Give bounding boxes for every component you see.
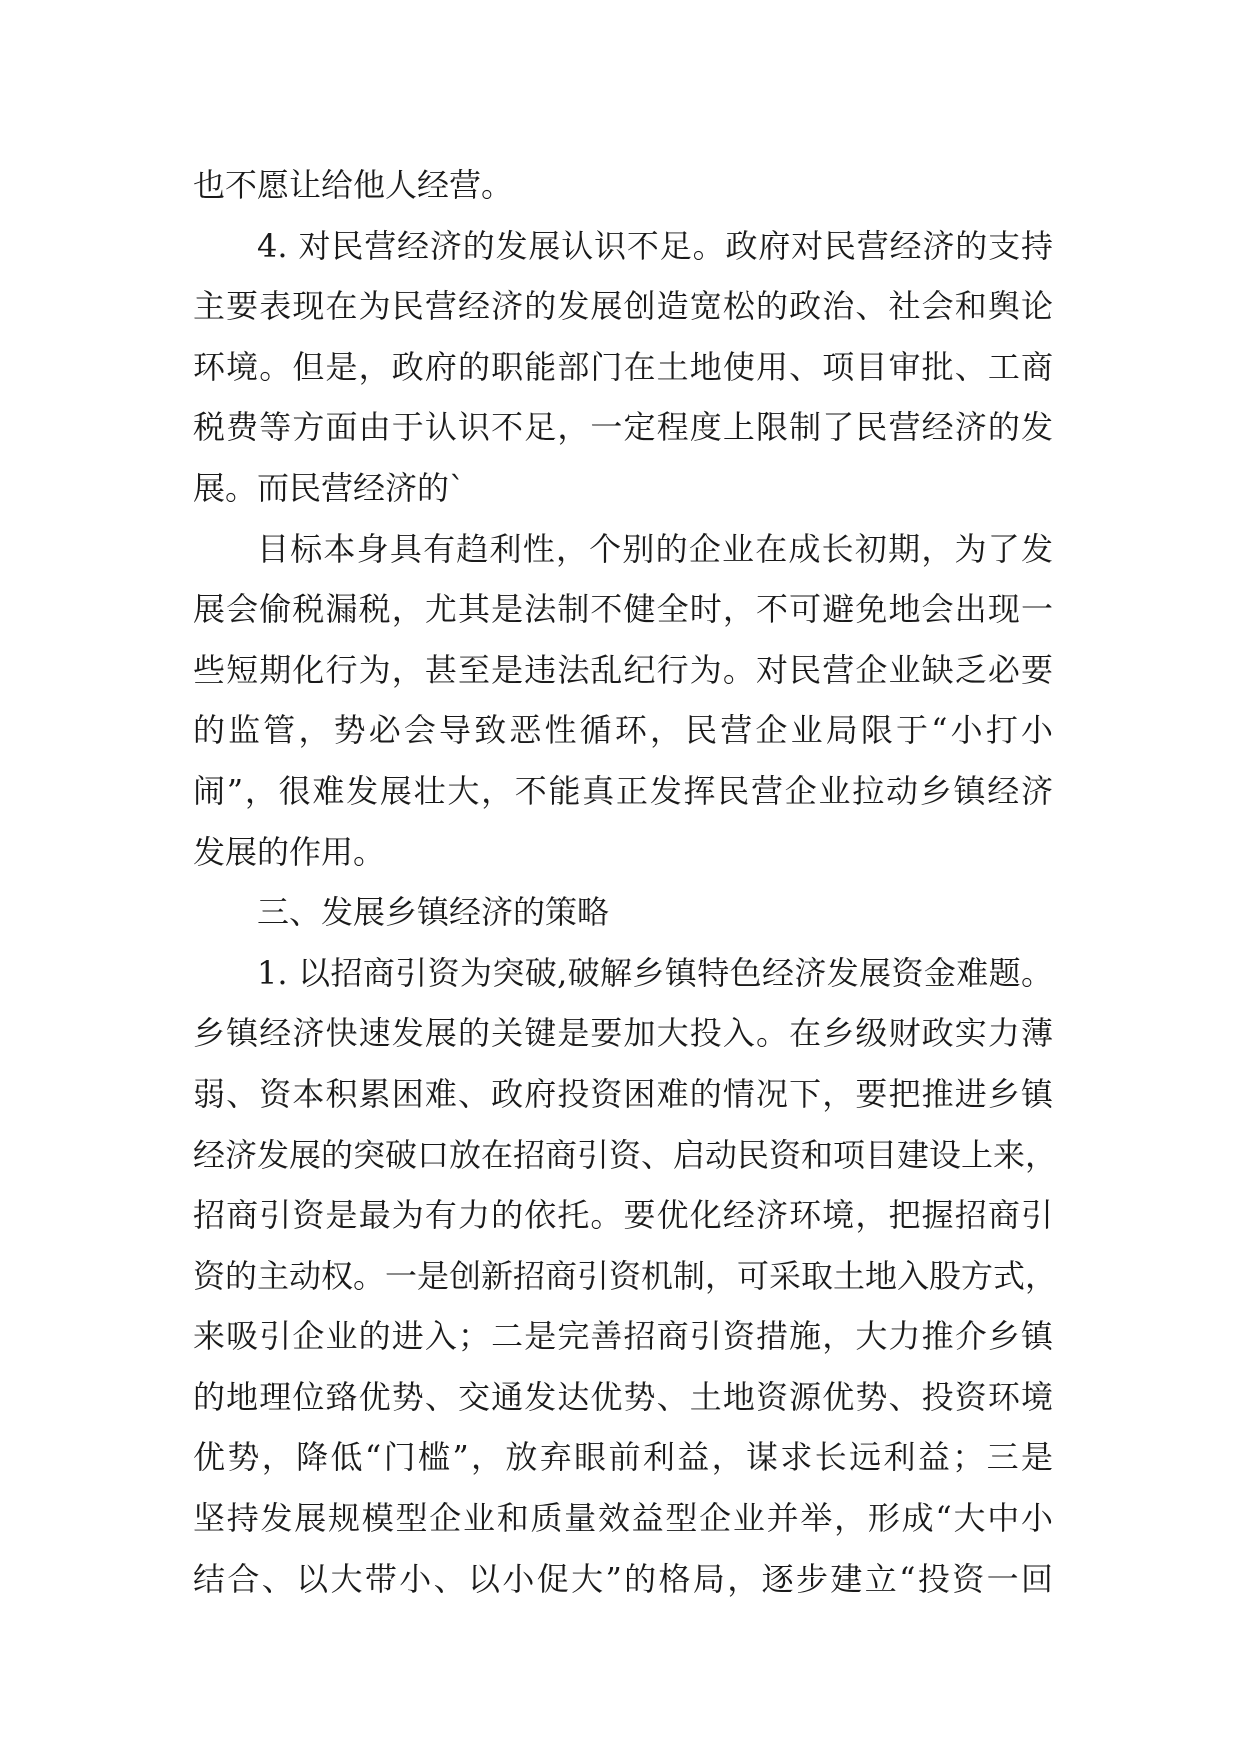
paragraph-p-strategy-1 [193,943,1058,1610]
text-line: 发展的作用。 [193,832,386,871]
text-line: 招商引资是最为有力的依托。要优化经济环境，把握招商引 [193,1196,1053,1235]
text-line: 资的主动权。一是创新招商引资机制，可采取土地入股方式， [193,1256,1058,1295]
text-line: 的监管，势必会导致恶性循环，民营企业局限于“小打小 [193,711,1053,750]
paragraph-p-section-3-heading [193,882,1053,943]
text-line: 也不愿让给他人经营。 [193,166,514,204]
text-line: 目标本身具有趋利性，个别的企业在成长初期，为了发 [257,529,1053,568]
paragraph-p-continuation [193,155,1053,216]
text-line: 结合、以大带小、以小促大”的格局，逐步建立“投资一回 [193,1559,1053,1598]
text-line: 优势，降低“门槛”，放弃眼前利益，谋求长远利益；三是 [193,1438,1053,1477]
body-text [193,155,1058,1609]
paragraph-p-point-4 [193,216,1053,519]
text-line: 经济发展的突破口放在招商引资、启动民资和项目建设上来， [193,1135,1058,1174]
text-line: 乡镇经济快速发展的关键是要加大投入。在乡级财政实力薄 [193,1014,1053,1053]
text-line: 主要表现在为民营经济的发展创造宽松的政治、社会和舆论 [193,287,1053,326]
text-line: 环境。但是，政府的职能部门在土地使用、项目审批、工商 [193,347,1053,386]
text-line: 闹”，很难发展壮大，不能真正发挥民营企业拉动乡镇经济 [193,771,1053,810]
text-line: 弱、资本积累困难、政府投资困难的情况下，要把推进乡镇 [193,1074,1053,1113]
text-line: 展会偷税漏税，尤其是法制不健全时，不可避免地会出现一 [193,590,1053,629]
text-line: 税费等方面由于认识不足，一定程度上限制了民营经济的发 [193,408,1053,447]
text-line: 来吸引企业的进入；二是完善招商引资措施，大力推介乡镇 [193,1317,1053,1356]
text-line: 展。而民营经济的` [193,468,466,507]
text-line: 三、发展乡镇经济的策略 [257,893,610,932]
paragraph-p-profit-motive [193,519,1053,883]
text-line: 的地理位臵优势、交通发达优势、土地资源优势、投资环境 [193,1377,1053,1416]
text-line: 4. 对民营经济的发展认识不足。政府对民营经济的支持 [257,226,1053,265]
text-line: 1. 以招商引资为突破,破解乡镇特色经济发展资金难题。 [257,953,1053,992]
text-line: 坚持发展规模型企业和质量效益型企业并举，形成“大中小 [193,1499,1053,1538]
text-line: 些短期化行为，甚至是违法乱纪行为。对民营企业缺乏必要 [193,650,1053,689]
